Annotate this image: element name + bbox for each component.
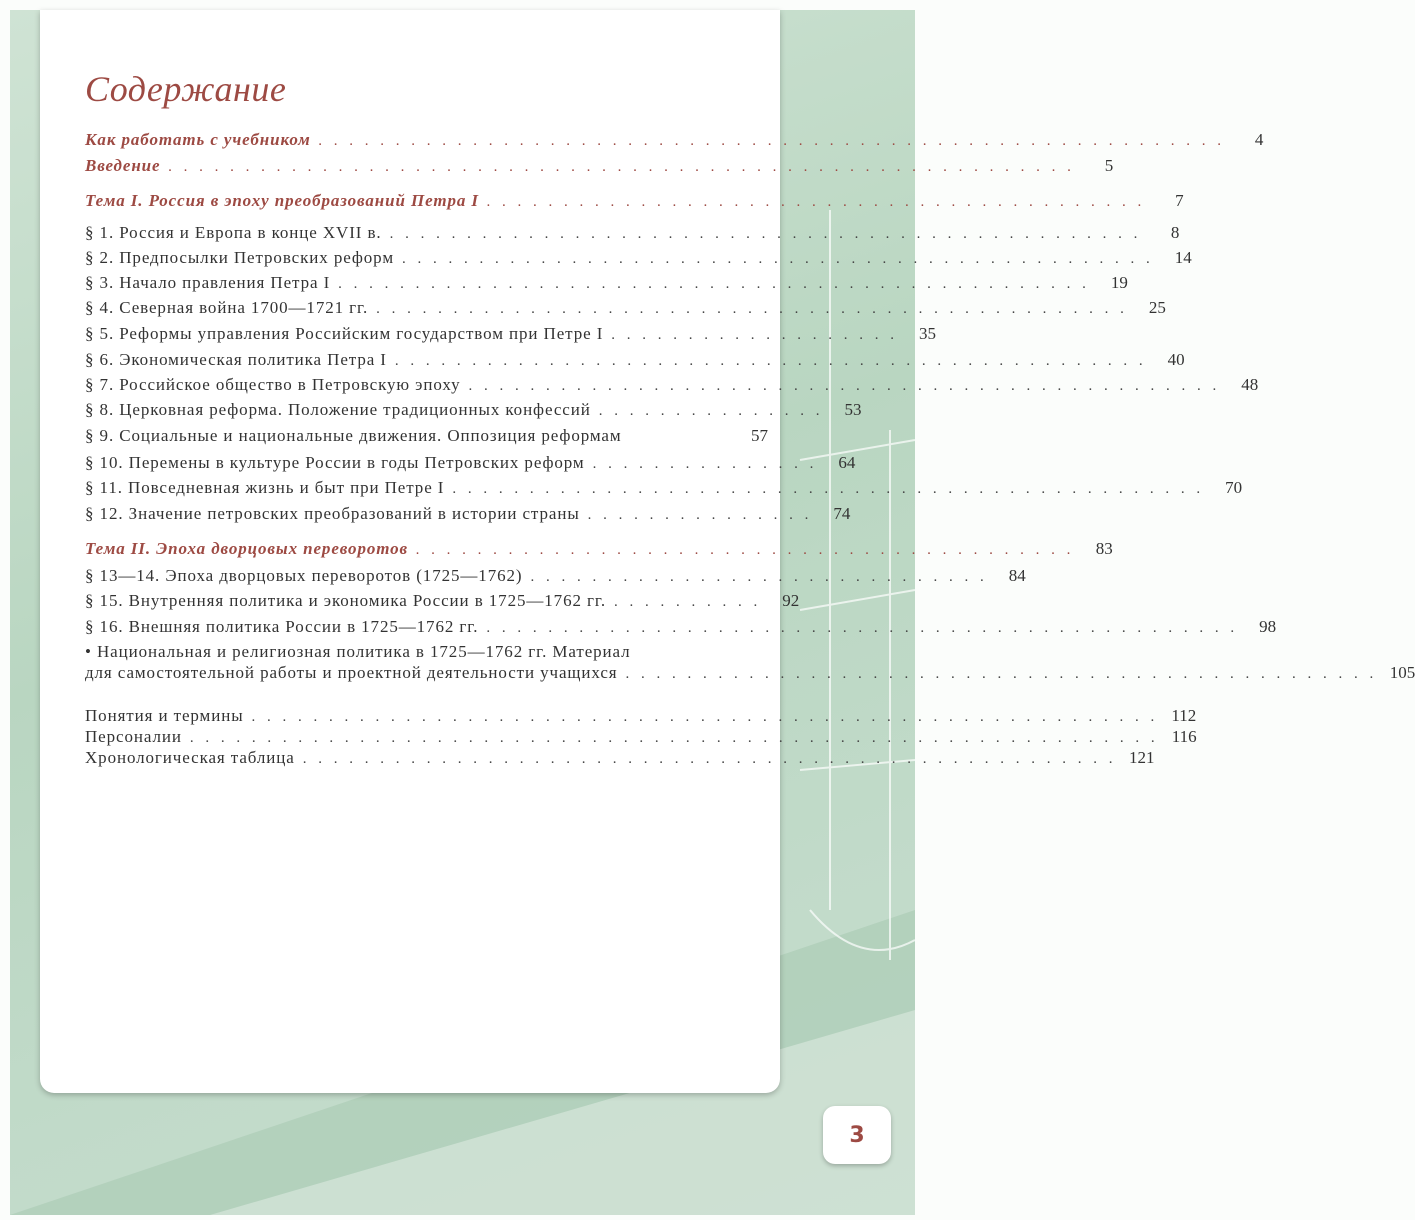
toc-page: 5 [1104, 156, 1114, 175]
leader-dots: . . . . . . . . . . . . . . . . . . . . . . . . . . . . . . . . . . . . . . . . . . . . . . . . . . . . . . . . . . . [318, 133, 1226, 149]
toc-page: 53 [844, 400, 862, 419]
leader-dots: . . . . . . . . . . . . . . . . . . . . . . . . . . . . . . . . . . . . . . . . . . . . . . . . . [452, 481, 1205, 497]
toc-row[interactable] [85, 223, 1180, 247]
leader-dots: . . . . . . . . . . . . . . . . . . . . . . . . . . . . . . . . . . . . . . . . . . . . . . . . . [338, 276, 1090, 292]
toc-label: Хронологическая таблица [85, 748, 295, 767]
toc-row-extra[interactable] [85, 663, 1415, 687]
toc-label: § 2. Предпосылки Петровских реформ [85, 248, 394, 267]
toc-row[interactable] [85, 375, 1259, 399]
toc-label: Тема II. Эпоха дворцовых переворотов [85, 539, 409, 558]
toc-label: § 10. Перемены в культуре России в годы Петровских реформ [85, 453, 585, 472]
leader-dots: . . . . . . . . . . . . . . . . . . . . . . . . . . . . . . . . . . . . . . . . . . . [486, 194, 1146, 210]
toc-extra-line-1: • Национальная и религиозная политика в 1725—1762 гг. Материал [85, 642, 631, 661]
toc-page: 19 [1110, 273, 1128, 292]
toc-page: 4 [1254, 130, 1264, 149]
toc-label: § 3. Начало правления Петра I [85, 273, 331, 292]
toc-page: 48 [1241, 375, 1259, 394]
toc-label: § 6. Экономическая политика Петра I [85, 350, 387, 369]
leader-dots: . . . . . . . . . . . . . . . . . . . . . . . . . . . . . . . . . . . . . . . . . . . . . . . . . [394, 353, 1147, 369]
leader-dots: . . . . . . . . . . . . . . . . . . . . . . . . . . . . . . . . . . . . . . . . . . . . . . . . . [401, 251, 1154, 267]
leader-dots: . . . . . . . . . . . . . . . . . . . . . . . . . . . . . . . . . . . . . . . . . . . . . . . . . . . . . . . . . . . [251, 709, 1159, 725]
leader-dots: . . . . . . . . . . . . . . . . . . . . . . . . . . . . . . . . . . . . . . . . . . . . . . . . . [486, 620, 1239, 636]
toc-page: 8 [1170, 223, 1180, 242]
toc-row[interactable] [85, 453, 856, 477]
leader-dots: . . . . . . . . . . . . . . . . . . . [611, 327, 899, 343]
toc-page: 57 [751, 426, 768, 445]
toc-row-topic-1[interactable] [85, 191, 1184, 215]
toc-page: 64 [838, 453, 856, 472]
toc-label: § 7. Российское общество в Петровскую эпоху [85, 375, 461, 394]
leader-dots: . . . . . . . . . . . . . . . . . . . . . . . . . . . . . . . . . . . . . . . . . . . . . . . . . [389, 226, 1142, 242]
toc-label: § 9. Социальные и национальные движения. Оппозиция реформам [85, 426, 622, 445]
toc-page: 116 [1171, 727, 1197, 746]
toc-row[interactable] [85, 504, 851, 528]
toc-label: § 1. Россия и Европа в конце XVII в. [85, 223, 382, 242]
leader-dots: . . . . . . . . . . . . . . . [592, 456, 818, 472]
toc-row-topic-2[interactable] [85, 539, 1113, 563]
toc-page: 35 [919, 324, 937, 343]
toc-row[interactable] [85, 248, 1192, 272]
leader-dots: . . . . . . . . . . . . . . . . . . . . . . . . . . . . . . . . . . . . . . . . . . . [416, 542, 1075, 558]
toc-page: 14 [1174, 248, 1192, 267]
toc-label: § 11. Повседневная жизнь и быт при Петре I [85, 478, 445, 497]
toc-label: § 5. Реформы управления Российским государством при Петре I [85, 324, 604, 343]
leader-dots: . . . . . . . . . . . . . . . . . . . . . . . . . . . . . . . . . . . . . . . . . . . . . . . . . [376, 301, 1128, 317]
toc-row[interactable] [85, 273, 1128, 297]
toc-page: 7 [1175, 191, 1184, 210]
page-number-badge: 3 [823, 1106, 891, 1164]
toc-row-how-to-use[interactable] [85, 130, 1264, 154]
toc-row[interactable] [85, 350, 1185, 374]
leader-dots: . . . . . . . . . . . . . . . . . . . . . . . . . . . . . . [530, 569, 988, 585]
toc-row-chronology[interactable] [85, 748, 1155, 772]
toc-label: § 13—14. Эпоха дворцовых переворотов (1725—1762) [85, 566, 523, 585]
toc-row[interactable] [85, 566, 1026, 590]
toc-page: 40 [1167, 350, 1185, 369]
toc-page: 84 [1008, 566, 1026, 585]
toc-row-introduction[interactable] [85, 156, 1114, 180]
leader-dots: . . . . . . . . . . . . . . . [598, 403, 824, 419]
leader-dots: . . . . . . . . . . [614, 594, 762, 610]
toc-label: Тема I. Россия в эпоху преобразований Петра I [85, 191, 479, 210]
toc-page: 25 [1148, 298, 1166, 317]
toc-label: Как работать с учебником [85, 130, 311, 149]
toc-row[interactable] [85, 324, 937, 348]
toc-row[interactable] [85, 426, 768, 450]
leader-dots: . . . . . . . . . . . . . . . . . . . . . . . . . . . . . . . . . . . . . . . . . . . . . . . . . [625, 666, 1378, 682]
leader-dots: . . . . . . . . . . . . . . . [587, 507, 813, 523]
toc-label: Понятия и термины [85, 706, 244, 725]
toc-page: 83 [1095, 539, 1113, 558]
toc-row[interactable] [85, 591, 800, 615]
toc-row[interactable] [85, 478, 1243, 502]
toc-row[interactable] [85, 400, 862, 424]
toc-page: 105 [1389, 663, 1415, 682]
toc-label: § 15. Внутренняя политика и экономика России в 1725—1762 гг. [85, 591, 606, 610]
toc-label: § 12. Значение петровских преобразований в истории страны [85, 504, 580, 523]
toc-label: § 16. Внешняя политика России в 1725—1762 гг. [85, 617, 479, 636]
toc-row[interactable] [85, 617, 1277, 641]
toc-label: для самостоятельной работы и проектной деятельности учащихся [85, 663, 618, 682]
toc-page: 70 [1225, 478, 1243, 497]
toc-label: § 4. Северная война 1700—1721 гг. [85, 298, 369, 317]
toc-row[interactable] [85, 298, 1166, 322]
leader-dots: . . . . . . . . . . . . . . . . . . . . . . . . . . . . . . . . . . . . . . . . . . . . . . . . . . . . . . . . . . . [168, 159, 1076, 175]
toc-page: 112 [1171, 706, 1197, 725]
leader-dots: . . . . . . . . . . . . . . . . . . . . . . . . . . . . . . . . . . . . . . . . . . . . . . . . . [468, 378, 1221, 394]
toc-page: 74 [833, 504, 851, 523]
leader-dots: . . . . . . . . . . . . . . . . . . . . . . . . . . . . . . . . . . . . . . . . . . . . . . . . . . . . . [302, 751, 1117, 767]
toc-label: Персоналии [85, 727, 182, 746]
toc-page: 121 [1128, 748, 1155, 767]
toc-page: 92 [782, 591, 800, 610]
leader-dots: . . . . . . . . . . . . . . . . . . . . . . . . . . . . . . . . . . . . . . . . . . . . . . . . . . . . . . . . . . . . . . . [189, 730, 1159, 746]
toc-label: § 8. Церковная реформа. Положение традиционных конфессий [85, 400, 591, 419]
toc-label: Введение [85, 156, 161, 175]
toc-page: 98 [1259, 617, 1277, 636]
page-title: Содержание [85, 69, 287, 109]
